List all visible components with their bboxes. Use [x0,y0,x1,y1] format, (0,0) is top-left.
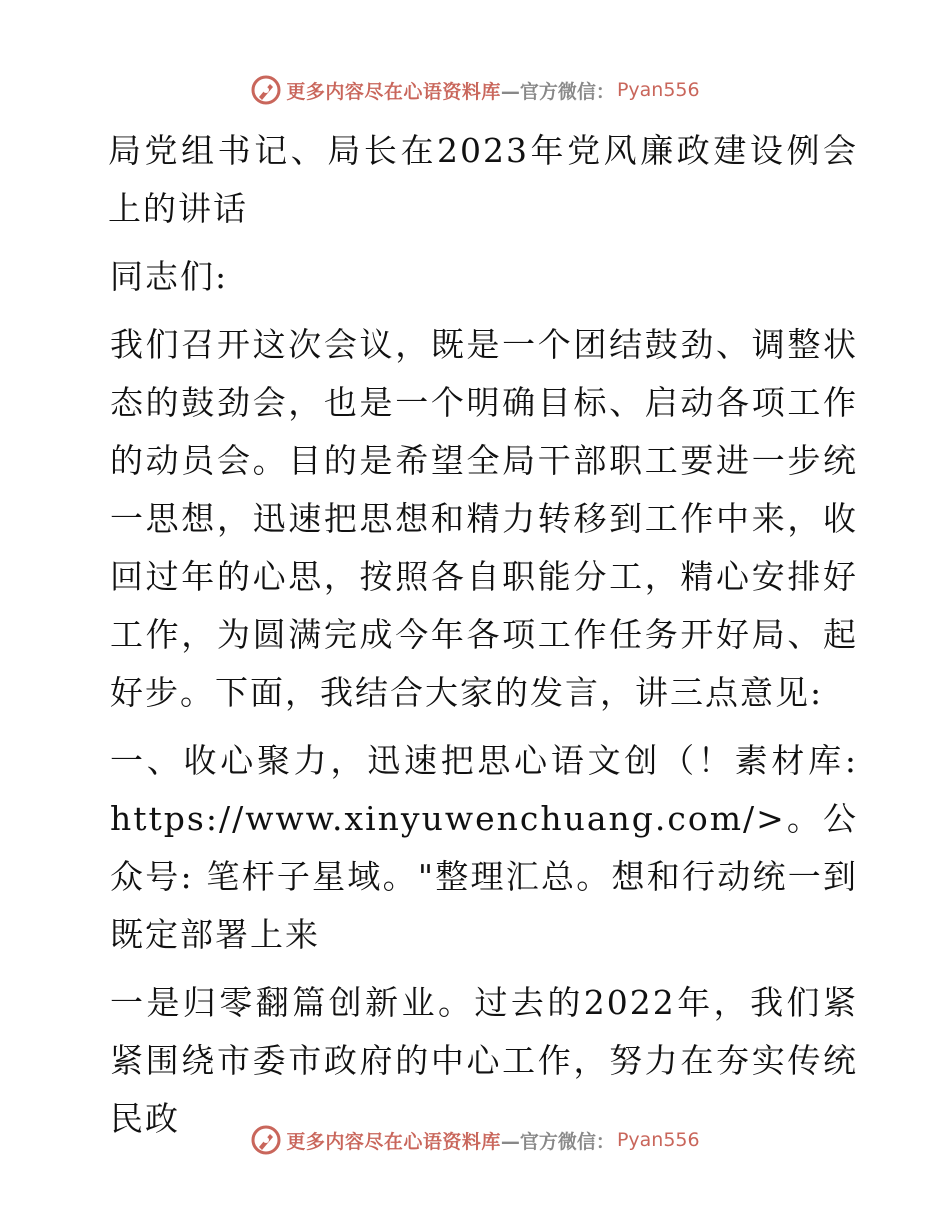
header-watermark [0,74,950,106]
watermark-wechat-id: Pyan556 [616,79,700,101]
watermark-wechat-id: Pyan556 [616,1129,700,1151]
watermark-main-text: 更多内容尽在心语资料库 [286,80,501,103]
watermark-dash-text: —官方微信： [500,80,615,103]
footer-watermark [0,1124,950,1156]
watermark-dash-text: —官方微信： [500,1130,615,1153]
document-body [98,122,858,1158]
paragraph-section-one: 一、收心聚力，迅速把思心语文创（！素材库: https://www.xinyuwenchuang.com/>。公众号: 笔杆子星域。"整理汇总。想和行动统一到既定部署上来 [110,741,858,954]
pen-logo-icon [250,1124,282,1156]
document-title: 局党组书记、局长在2023年党风廉政建设例会上的讲话 [108,131,858,228]
pen-logo-icon [250,74,282,106]
paragraph-intro: 我们召开这次会议，既是一个团结鼓劲、调整状态的鼓劲会，也是一个明确目标、启动各项工作的动员会。目的是希望全局干部职工要进一步统一思想，迅速把思想和精力转移到工作中来，收回过年的心思，按照各自职能分工，精心安排好工作，为圆满完成今年各项工作任务开好局、起好步。下面，我结合大家的发言，讲三点意见: [110,325,858,712]
salutation: 同志们: [110,257,229,296]
paragraph-point-one: 一是归零翻篇创新业。过去的2022年，我们紧紧围绕市委市政府的中心工作，努力在夯实传统民政 [110,983,858,1138]
watermark-main-text: 更多内容尽在心语资料库 [286,1130,501,1153]
